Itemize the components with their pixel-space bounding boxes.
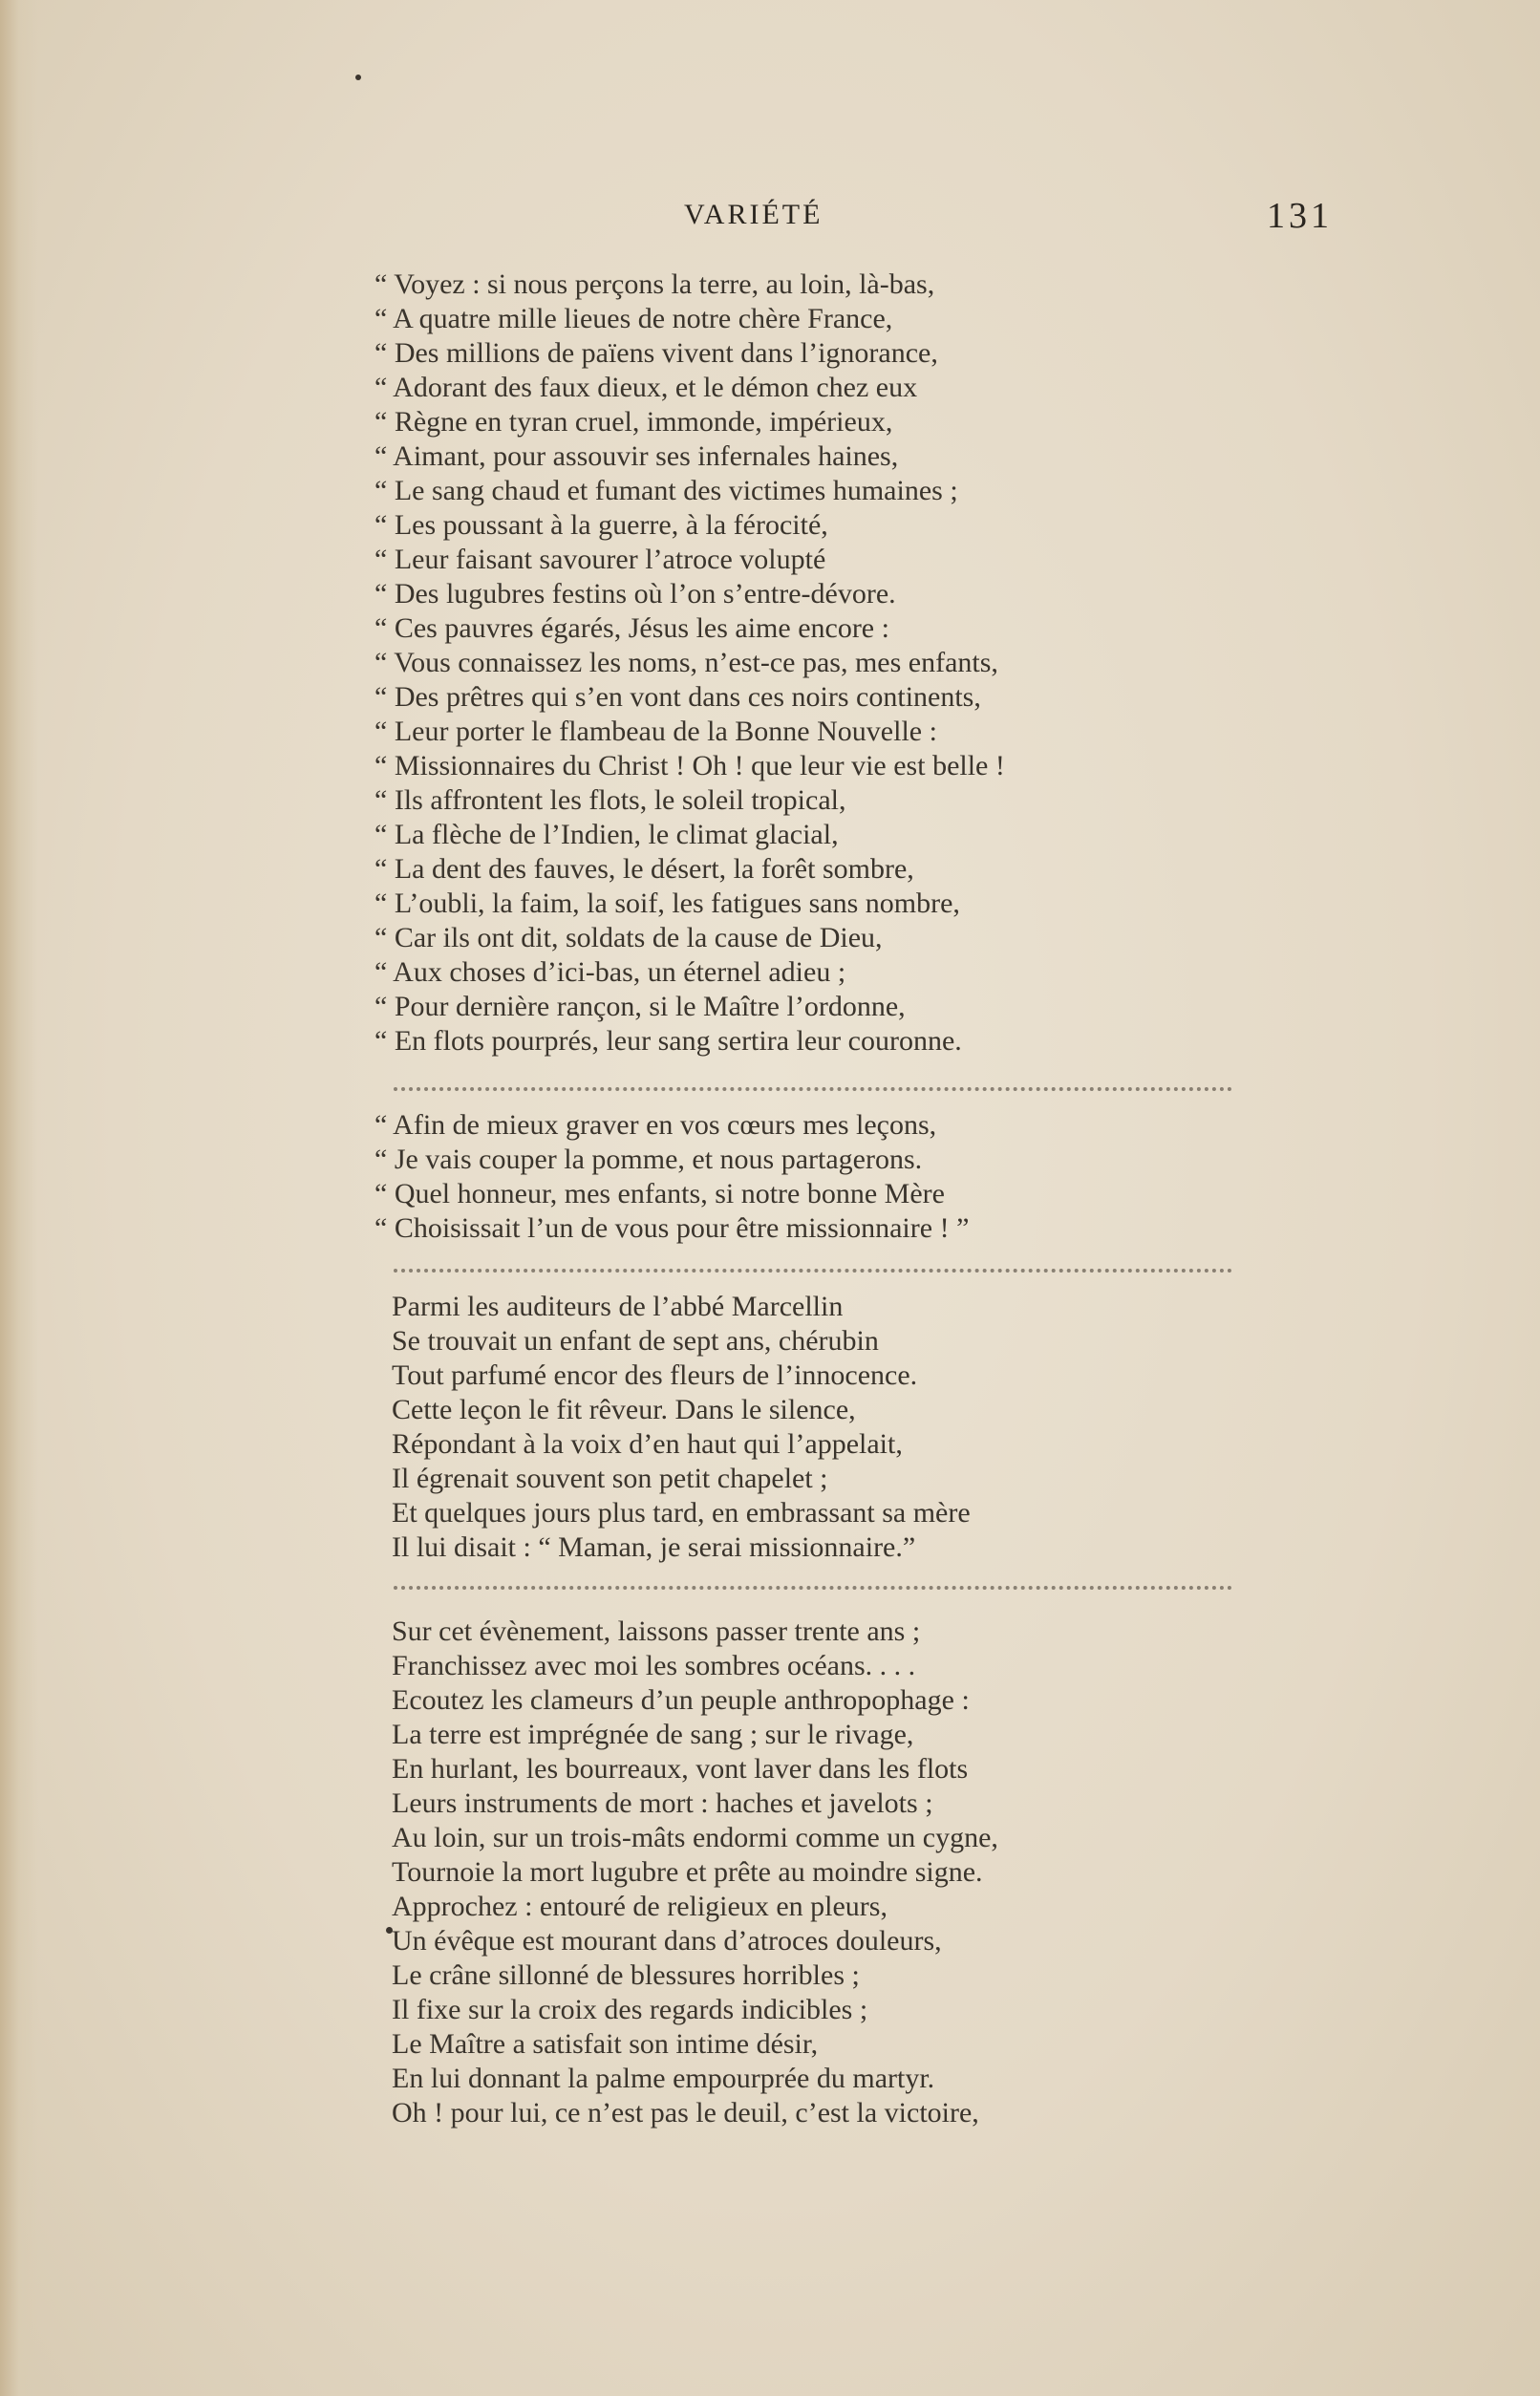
verse-line: “ Vous connaissez les noms, n’est-ce pas, mes enfants, (374, 647, 998, 678)
page-header (0, 196, 1540, 237)
verse-line: La terre est imprégnée de sang ; sur le rivage, (392, 1719, 914, 1750)
verse-line: “ Le sang chaud et fumant des victimes humaines ; (374, 475, 958, 506)
verse-line: “ Les poussant à la guerre, à la férocité, (374, 509, 828, 541)
dotted-separator (394, 1269, 1232, 1273)
verse-line: “ Leur porter le flambeau de la Bonne Nouvelle : (374, 716, 937, 747)
verse-line: “ A quatre mille lieues de notre chère France, (374, 303, 893, 334)
verse-line: Il égrenait souvent son petit chapelet ; (392, 1463, 828, 1494)
verse-line: Ecoutez les clameurs d’un peuple anthropophage : (392, 1684, 970, 1716)
verse-line: “ Je vais couper la pomme, et nous partagerons. (374, 1144, 923, 1175)
verse-line: Un évêque est mourant dans d’atroces douleurs, (392, 1925, 942, 1957)
verse-line: “ Règne en tyran cruel, immonde, impérieux, (374, 406, 893, 438)
verse-line: “ La flèche de l’Indien, le climat glacial, (374, 819, 839, 850)
verse-line: Sur cet évènement, laissons passer trente ans ; (392, 1615, 921, 1647)
verse-line: En lui donnant la palme empourprée du martyr. (392, 2063, 935, 2094)
verse-line: “ La dent des fauves, le désert, la forêt sombre, (374, 853, 914, 885)
verse-line: “ Afin de mieux graver en vos cœurs mes leçons, (374, 1109, 937, 1141)
verse-line: En hurlant, les bourreaux, vont laver dans les flots (392, 1753, 969, 1785)
page-number: 131 (1267, 196, 1333, 236)
verse-line: “ Aux choses d’ici-bas, un éternel adieu ; (374, 956, 846, 988)
verse-line: Il lui disait : “ Maman, je serai missionnaire.” (392, 1531, 916, 1563)
verse-line: Le Maître a satisfait son intime désir, (392, 2028, 819, 2060)
verse-line: “ En flots pourprés, leur sang sertira leur couronne. (374, 1025, 962, 1057)
verse-line: Au loin, sur un trois-mâts endormi comme un cygne, (392, 1822, 998, 1853)
verse-line: Parmi les auditeurs de l’abbé Marcellin (392, 1291, 844, 1322)
verse-line: “ Ces pauvres égarés, Jésus les aime encore : (374, 612, 889, 644)
verse-line: Il fixe sur la croix des regards indicibles ; (392, 1994, 868, 2025)
verse-line: Leurs instruments de mort : haches et javelots ; (392, 1787, 933, 1819)
verse-line: “ Des millions de païens vivent dans l’ignorance, (374, 337, 938, 369)
verse-line: “ Des prêtres qui s’en vont dans ces noirs continents, (374, 681, 981, 713)
verse-line: Répondant à la voix d’en haut qui l’appelait, (392, 1428, 903, 1460)
verse-line: Se trouvait un enfant de sept ans, chérubin (392, 1325, 879, 1357)
verse-line: “ Car ils ont dit, soldats de la cause de Dieu, (374, 922, 883, 953)
dotted-separator (394, 1087, 1232, 1091)
page-binding-shadow (0, 0, 38, 2396)
verse-line: “ Ils affrontent les flots, le soleil tropical, (374, 784, 846, 816)
verse-line: “ Choisissait l’un de vous pour être missionnaire ! ” (374, 1212, 970, 1244)
verse-line: “ Leur faisant savourer l’atroce volupté (374, 544, 826, 575)
verse-line: Et quelques jours plus tard, en embrassant sa mère (392, 1497, 971, 1529)
verse-line: “ Missionnaires du Christ ! Oh ! que leur vie est belle ! (374, 750, 1005, 781)
running-title: VARIÉTÉ (684, 199, 823, 230)
verse-line: “ Des lugubres festins où l’on s’entre-dévore. (374, 578, 896, 610)
verse-line: “ Voyez : si nous perçons la terre, au loin, là-bas, (374, 268, 935, 300)
verse-line: Franchissez avec moi les sombres océans. . . . (392, 1650, 916, 1681)
verse-line: Approchez : entouré de religieux en pleurs, (392, 1891, 888, 1922)
verse-line: Tout parfumé encor des fleurs de l’innocence. (392, 1359, 918, 1391)
dotted-separator (394, 1586, 1232, 1590)
verse-line: “ Pour dernière rançon, si le Maître l’ordonne, (374, 991, 906, 1022)
verse-line: Le crâne sillonné de blessures horribles ; (392, 1959, 860, 1991)
verse-line: Oh ! pour lui, ce n’est pas le deuil, c’est la victoire, (392, 2097, 979, 2129)
verse-line: “ Adorant des faux dieux, et le démon chez eux (374, 372, 918, 403)
ink-speck (355, 75, 361, 80)
verse-line: “ Aimant, pour assouvir ses infernales haines, (374, 440, 899, 472)
verse-line: “ Quel honneur, mes enfants, si notre bonne Mère (374, 1178, 945, 1209)
verse-line: “ L’oubli, la faim, la soif, les fatigues sans nombre, (374, 888, 960, 919)
verse-line: Tournoie la mort lugubre et prête au moindre signe. (392, 1856, 983, 1888)
verse-line: Cette leçon le fit rêveur. Dans le silence, (392, 1394, 856, 1425)
